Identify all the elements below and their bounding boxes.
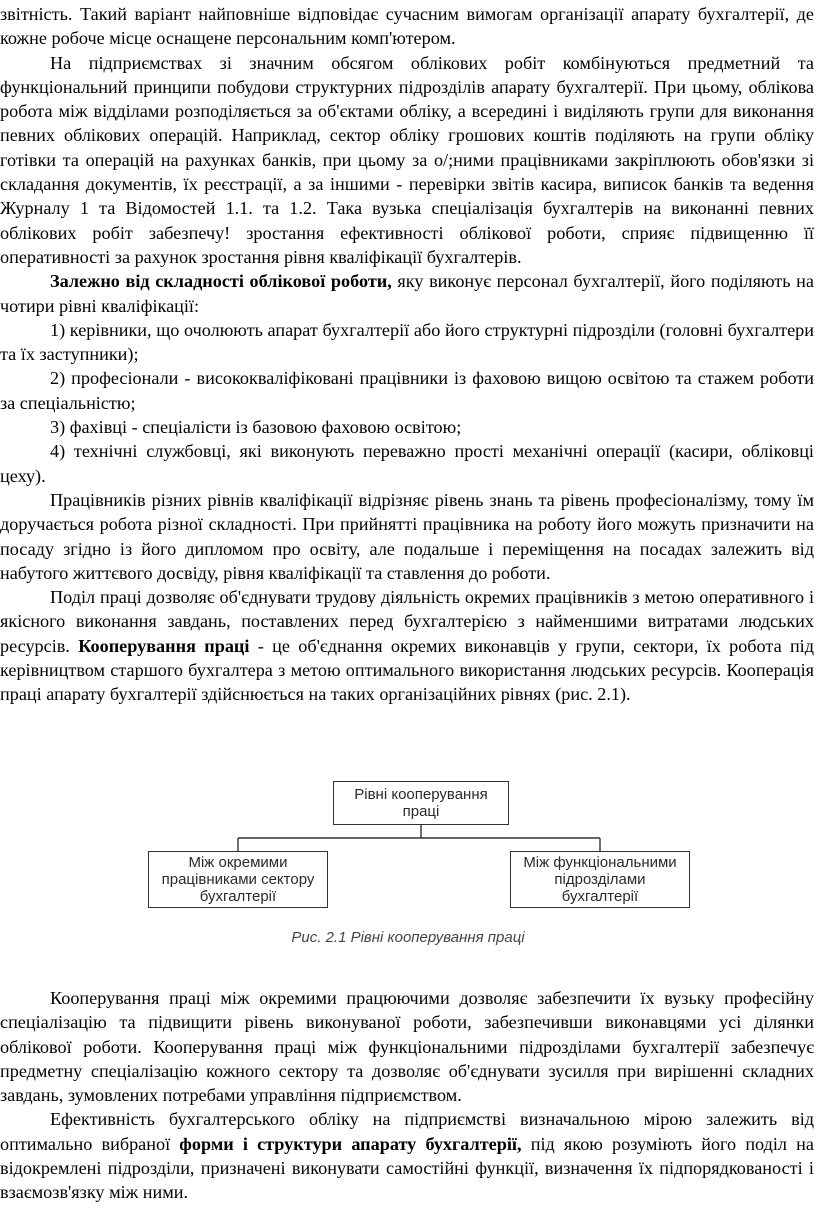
paragraph [0,1107,814,1204]
bold-term: Кооперування праці [78,635,250,656]
body-text-top [0,2,814,707]
text-run: 2) професіонали - висококваліфіковані працівники із фаховою вищою освітою та стажем роботи за спеціальністю; [0,368,814,413]
text-run: Ефективність бухгалтерського обліку на підприємстві визначальною мірою залежить від оптимально вибраної [0,1109,814,1154]
paragraph [0,415,814,439]
body-text-bottom [0,986,814,1205]
diagram-box-between-workers: Між окремими працівниками сектору бухгалтерії [148,851,328,908]
text-run: - це об'єднання окремих виконавців у групи, сектори, їх робота під керівництвом старшого бухгалтера з метою оптимального використання людських ресурсів. Кооперація праці апарату бухгалтерії здійснюється на таких організаційних рівнях (рис. 2.1). [0,635,814,705]
paragraph [0,585,814,706]
text-run: Працівників різних рівнів кваліфікації відрізняє рівень знань та рівень професіоналізму, тому їм доручається робота різної складності. При прийнятті працівника на роботу його можуть призначити на посаду згідно із його дипломом про освіту, але подальше і переміщення на посадах залежить від набутого життєвого досвіду, рівня кваліфікації та ставлення до роботи. [0,489,814,583]
text-run: звітність. Такий варіант найповніше відповідає сучасним вимогам організації апарату бухгалтерії, де кожне робоче місце оснащене персональним комп'ютером. [0,4,814,49]
paragraph [0,488,814,585]
bold-term: форми і структури апарату бухгалтерії, [179,1133,522,1154]
text-run: На підприємствах зі значним обсягом облікових робіт комбінуються предметний та функціональний принципи побудови структурних підрозділів апарату бухгалтерії. При цьому, облікова робота між відділами розподіляється за об'єктами обліку, а всередині і виділяють групи для виконання певних облікових операцій. Наприклад, сектор обліку грошових коштів поділяють на групи обліку готівки та операцій на рахунках банків, при цьому за о/;ними працівниками закріплюють обов'язки зі складання документів, їх реєстрації, а за іншими - перевірки звітів касира, виписок банків та ведення Журналу 1 та Відомостей 1.1. та 1.2. Така вузька спеціалізація бухгалтерів на виконанні певних облікових робіт забезпечу! зростання ефективності облікової роботи, сприяє підвищенню її оперативності за рахунок зростання рівня кваліфікації бухгалтерів. [0,52,814,267]
paragraph [0,318,814,367]
paragraph [0,366,814,415]
text-run: яку виконує персонал бухгалтерії, його поділяють на чотири рівні кваліфікації: [0,271,814,316]
text-run: 4) технічні службовці, які виконують переважно прості механічні операції (касири, обліковці цеху). [0,441,814,486]
text-run: 1) керівники, що очолюють апарат бухгалтерії або його структурні підрозділи (головні бухгалтери та їх заступники); [0,319,814,365]
paragraph [0,269,814,318]
text-run: Кооперування праці між окремими працюючими дозволяє забезпечити їх вузьку професійну спеціалізацію та підвищити рівень виконуваної роботи, забезпечивши виконавцями усі ділянки облікової роботи. Кооперування праці між функціональними підрозділами бухгалтерії забезпечує предметну спеціалізацію кожного сектору та дозволяє об'єднувати зусилля при вирішенні складних завдань, зумовлених потребами управління підприємством. [0,988,814,1106]
paragraph [0,51,814,270]
text-run: під якою розуміють його поділ на відокремлені підрозділи, призначені виконувати самостійні функції, визначення їх підпорядкованості і взаємозв'язку між ними. [0,1133,814,1203]
cooperation-levels-diagram [0,768,816,978]
diagram-box-between-departments: Між функціональними підрозділами бухгалтерії [510,851,690,908]
text-run: Поділ праці дозволяє об'єднувати трудову діяльність окремих працівників з метою оперативного і якісного виконання завдань, поставлених перед бухгалтерією з найменшими витратами людських ресурсів. [0,587,814,656]
paragraph [0,439,814,488]
text-run: 3) фахівці - спеціалісти із базовою фаховою освітою; [50,417,462,438]
bold-term: Залежно від складності облікової роботи, [50,271,392,292]
diagram-box-cooperation-levels: Рівні кооперування праці [333,781,509,825]
paragraph [0,986,814,1107]
paragraph [0,2,814,51]
figure-caption: Рис. 2.1 Рівні кооперування праці [291,929,525,946]
